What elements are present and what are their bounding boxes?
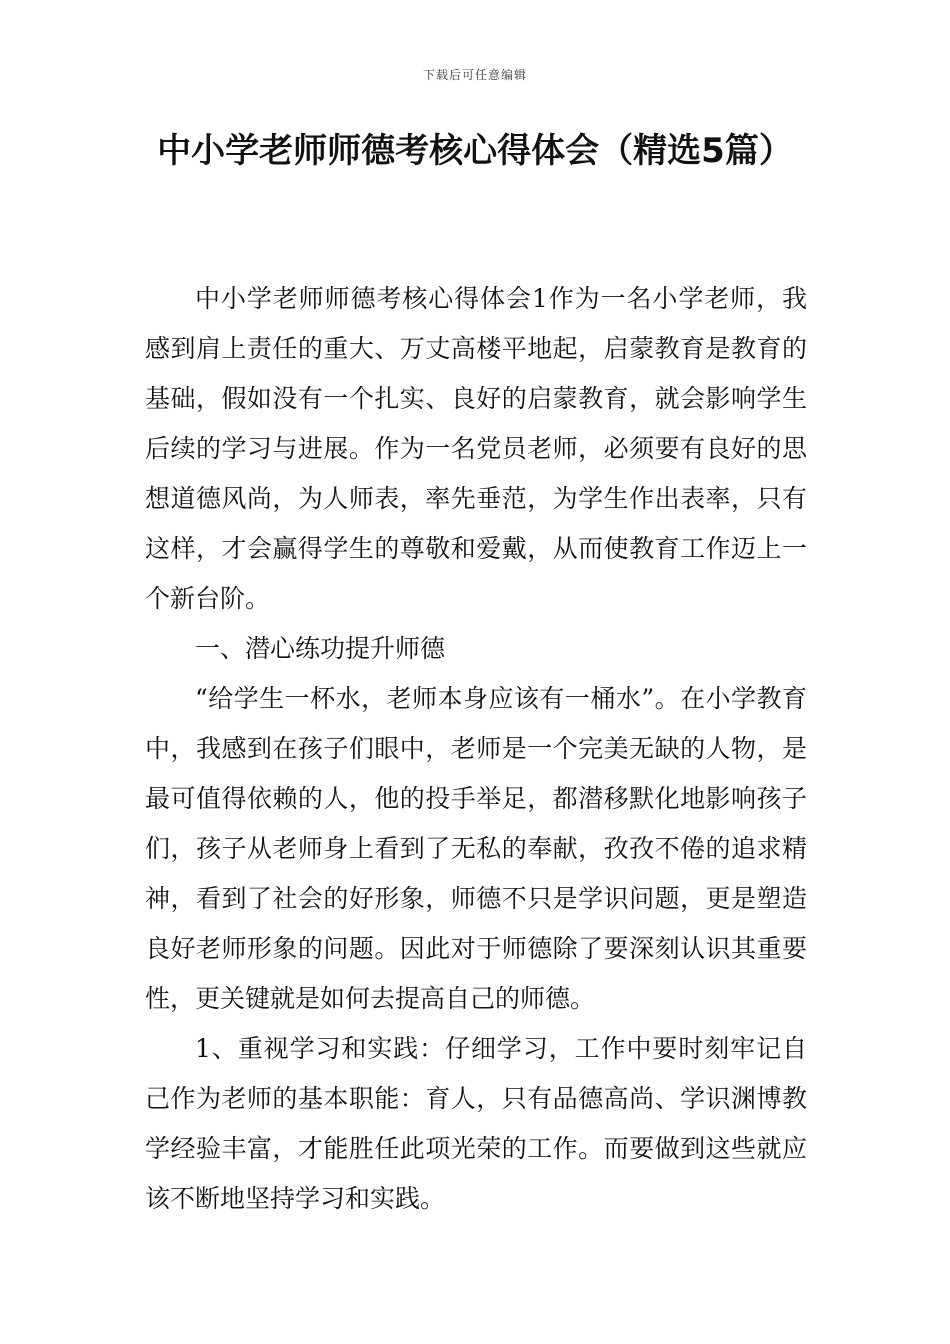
document-body <box>145 274 807 1224</box>
document-title: 中小学老师师德考核心得体会（精选5篇） <box>157 131 793 171</box>
section-heading: 一、潜心练功提升师德 <box>195 634 446 663</box>
header-note: 下载后可任意编辑 <box>422 68 527 82</box>
paragraph-section-one: “给学生一杯水，老师本身应该有一桶水”。在小学教育中，我感到在孩子们眼中，老师是一个完美无缺的人物，是最可值得依赖的人，他的投手举足，都潜移默化地影响孩子们，孩子从老师身上看到了无私的奉献，孜孜不倦的追求精神，看到了社会的好形象，师德不只是学识问题，更是塑造良好老师形象的问题。因此对于师德除了要深刻认识其重要性，更关键就是如何去提高自己的师德。 <box>145 684 807 1013</box>
paragraph-intro: 中小学老师师德考核心得体会1作为一名小学老师，我感到肩上责任的重大、万丈高楼平地起，启蒙教育是教育的基础，假如没有一个扎实、良好的启蒙教育，就会影响学生后续的学习与进展。作为一名党员老师，必须要有良好的思想道德风尚，为人师表，率先垂范，为学生作出表率，只有这样，才会赢得学生的尊敬和爱戴，从而使教育工作迈上一个新台阶。 <box>145 284 807 613</box>
paragraph-point-one: 1、重视学习和实践：仔细学习，工作中要时刻牢记自己作为老师的基本职能：育人，只有品德高尚、学识渊博教学经验丰富，才能胜任此项光荣的工作。而要做到这些就应该不断地坚持学习和实践。 <box>145 1034 807 1213</box>
